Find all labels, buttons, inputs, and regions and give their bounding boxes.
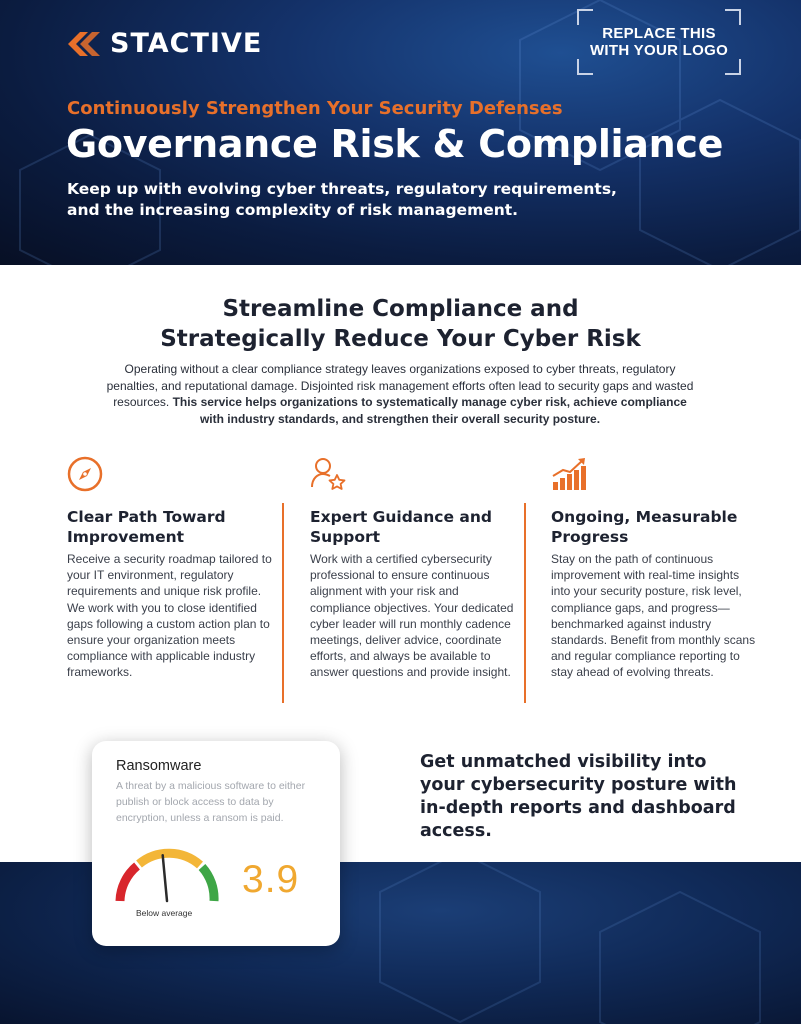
hero-subtitle: Keep up with evolving cyber threats, regulatory requirements, and the increasing complexity of risk management. — [67, 180, 617, 219]
compass-icon — [67, 456, 103, 492]
expert-star-icon — [310, 456, 346, 492]
column-divider — [282, 503, 284, 703]
ransomware-score-card — [92, 741, 340, 946]
growth-chart-icon — [551, 456, 587, 492]
stactive-mark-icon — [66, 29, 102, 59]
logo-placeholder — [577, 9, 741, 75]
card-description: A threat by a malicious software to either publish or block access to data by encryption, unless a ransom is paid. — [116, 780, 306, 824]
feature-measurable-progress — [551, 456, 761, 681]
stactive-logo — [66, 28, 262, 59]
hero-banner — [0, 0, 801, 265]
feature-text: Work with a certified cybersecurity professional to ensure continuous alignment with your risk and compliance objectives. Your dedicated cyber leader will run monthly cadence meetings, deliver advice, coordinate efforts, and always be available to answer questions and provide insight. — [310, 552, 514, 680]
feature-title: Clear Path Toward Improvement — [67, 508, 226, 546]
feature-title: Expert Guidance and Support — [310, 508, 492, 546]
page-title: Governance Risk & Compliance — [66, 122, 724, 166]
card-title: Ransomware — [116, 758, 202, 774]
brand-name: STACTIVE — [110, 28, 263, 59]
section-title — [0, 294, 801, 354]
feature-text: Stay on the path of continuous improvement with real-time insights into your security posture, risk level, compliance gaps, and progress—benchmarked against industry standards. Benefit from monthly scans and regular compliance reporting to stay ahead of evolving threats. — [551, 552, 756, 680]
section-title-line1: Streamline Compliance and — [222, 296, 579, 322]
gauge-rating-label: Below average — [136, 908, 193, 918]
feature-expert-guidance — [310, 456, 520, 681]
intro-body-bold: This service helps organizations to systematically manage cyber risk, achieve compliance with industry standards, and strengthen their overall security posture. — [172, 395, 687, 426]
feature-text: Receive a security roadmap tailored to your IT environment, regulatory requirements and unique risk profile. We work with you to close identified gaps following a custom action plan to ensure your organization meets compliance with applicable industry frameworks. — [67, 552, 272, 680]
hero-eyebrow: Continuously Strengthen Your Security Defenses — [67, 98, 563, 119]
risk-score: 3.9 — [242, 858, 300, 901]
feature-clear-path — [67, 456, 277, 681]
cta-headline: Get unmatched visibility into your cybersecurity posture with in-depth reports and dashboard access. — [420, 752, 737, 841]
feature-title: Ongoing, Measurable Progress — [551, 508, 738, 546]
logo-placeholder-line2: WITH YOUR LOGO — [589, 42, 729, 59]
section-title-line2: Strategically Reduce Your Cyber Risk — [160, 326, 641, 352]
intro-body: Operating without a clear compliance strategy leaves organizations exposed to cyber threats, regulatory penalties, and reputational damage. Disjointed risk management efforts often lead to security gaps and wasted resources. — [106, 362, 694, 409]
logo-placeholder-line1: REPLACE THIS — [602, 25, 716, 42]
risk-gauge — [112, 841, 222, 911]
intro-paragraph — [100, 361, 700, 427]
column-divider — [524, 503, 526, 703]
